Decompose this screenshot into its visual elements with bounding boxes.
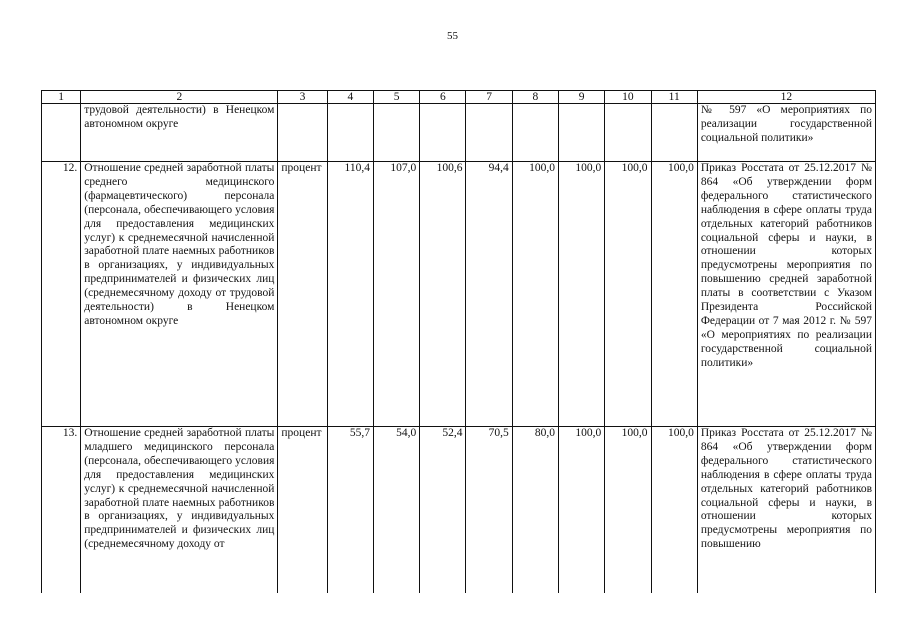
legal-basis: Приказ Росстата от 25.12.2017 № 864 «Об утверждении форм федерального статистического наблюдения в сфере оплаты труда отдельных категорий работников социальной сферы и науки, в отношении которых предусмотрены мероприятия по повышению средней заработной платы в соответствии с Указом Президента Российской Федерации от 7 мая 2012 г. № 597 «О мероприятиях по реализации государственной социальной политики» [697, 162, 875, 427]
value-cell: 100,6 [420, 162, 466, 427]
column-number: 8 [512, 91, 558, 104]
column-number: 7 [466, 91, 512, 104]
column-number: 1 [42, 91, 81, 104]
value-cell: 110,4 [327, 162, 373, 427]
value-cell: 54,0 [373, 427, 419, 593]
value-cell [420, 104, 466, 162]
value-cell: 100,0 [605, 162, 651, 427]
column-number: 2 [81, 91, 278, 104]
unit-cell: процент [278, 162, 327, 427]
value-cell: 55,7 [327, 427, 373, 593]
value-cell [605, 104, 651, 162]
value-cell: 107,0 [373, 162, 419, 427]
value-cell: 94,4 [466, 162, 512, 427]
value-cell: 52,4 [420, 427, 466, 593]
value-cell: 80,0 [512, 427, 558, 593]
indicator-name: трудовой деятельности) в Ненецком автономном округе [81, 104, 278, 162]
value-cell: 100,0 [605, 427, 651, 593]
indicator-name: Отношение средней заработной платы среднего медицинского (фармацевтического) персонала (персонала, обеспечивающего условия для предоставления медицинских услуг) к среднемесячной начисленной заработной плате наемных работников в организациях, у индивидуальных предпринимателей и физических лиц (среднемесячному доходу от трудовой деятельности) в Ненецком автономном округе [81, 162, 278, 427]
table-row [42, 162, 876, 427]
indicators-table [41, 90, 876, 593]
value-cell [651, 104, 697, 162]
column-number: 11 [651, 91, 697, 104]
value-cell: 100,0 [651, 162, 697, 427]
column-number: 6 [420, 91, 466, 104]
value-cell [373, 104, 419, 162]
table-row [42, 104, 876, 162]
row-index [42, 104, 81, 162]
value-cell: 70,5 [466, 427, 512, 593]
value-cell [327, 104, 373, 162]
column-number: 4 [327, 91, 373, 104]
value-cell [512, 104, 558, 162]
unit-cell [278, 104, 327, 162]
page-number: 55 [447, 30, 458, 42]
column-number: 5 [373, 91, 419, 104]
column-number: 9 [559, 91, 605, 104]
value-cell: 100,0 [559, 427, 605, 593]
legal-basis: № 597 «О мероприятиях по реализации государственной социальной политики» [697, 104, 875, 162]
row-index: 12. [42, 162, 81, 427]
column-number: 12 [697, 91, 875, 104]
column-number: 3 [278, 91, 327, 104]
unit-cell: процент [278, 427, 327, 593]
row-index: 13. [42, 427, 81, 593]
table-row [42, 427, 876, 593]
legal-basis: Приказ Росстата от 25.12.2017 № 864 «Об утверждении форм федерального статистического наблюдения в сфере оплаты труда отдельных категорий работников социальной сферы и науки, в отношении которых предусмотрены мероприятия по повышению [697, 427, 875, 593]
value-cell [466, 104, 512, 162]
value-cell: 100,0 [512, 162, 558, 427]
column-number: 10 [605, 91, 651, 104]
value-cell: 100,0 [651, 427, 697, 593]
column-number-row [42, 91, 876, 104]
indicator-name: Отношение средней заработной платы младшего медицинского персонала (персонала, обеспечивающего условия для предоставления медицинских услуг) к среднемесячной начисленной заработной плате наемных работников в организациях, у индивидуальных предпринимателей и физических лиц (среднемесячному доходу от [81, 427, 278, 593]
value-cell [559, 104, 605, 162]
value-cell: 100,0 [559, 162, 605, 427]
